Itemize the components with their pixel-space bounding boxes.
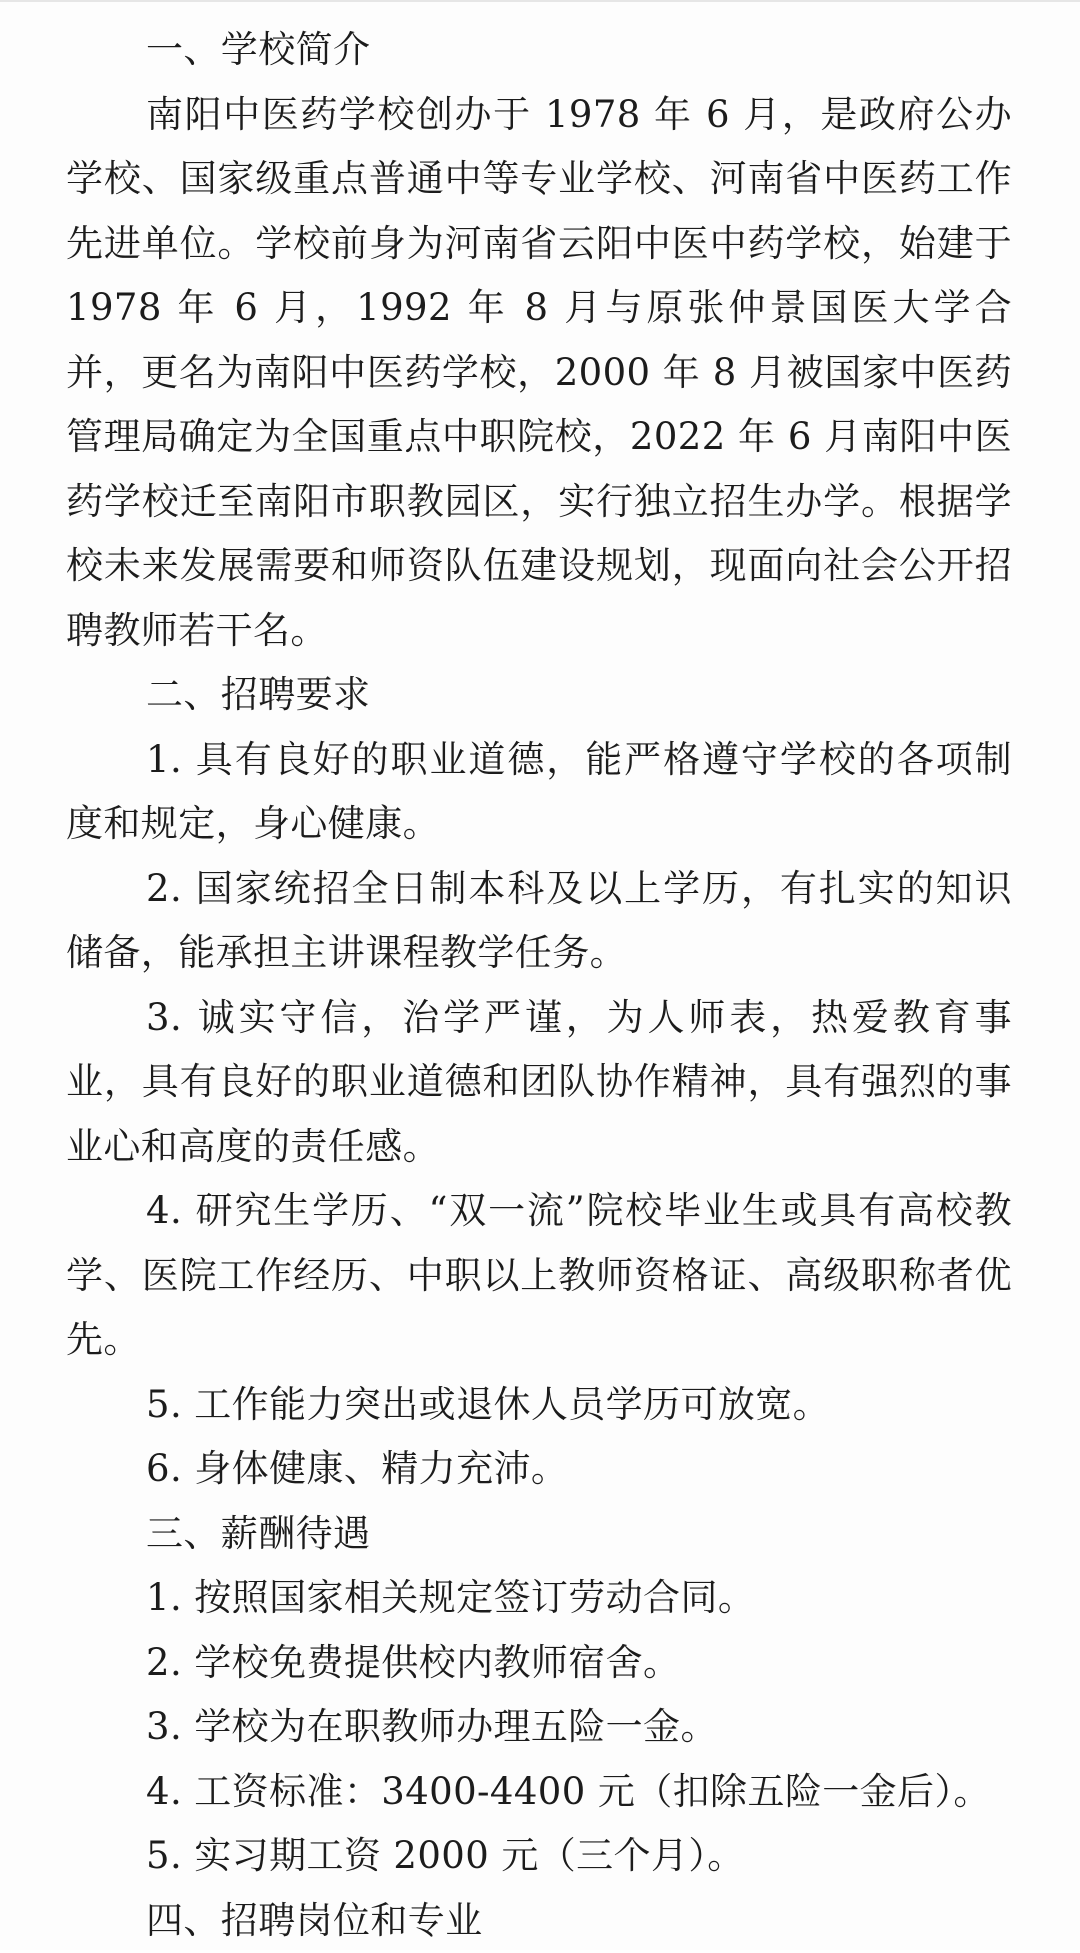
- requirement-item: 4. 研究生学历、“双一流”院校毕业生或具有高校教学、医院工作经历、中职以上教师资格证、高级职称者优先。: [66, 1179, 1012, 1373]
- intro-paragraph: 南阳中医药学校创办于 1978 年 6 月，是政府公办学校、国家级重点普通中等专业学校、河南省中医药工作先进单位。学校前身为河南省云阳中医中药学校，始建于 1978 年 6 月，1992 年 8 月与原张仲景国医大学合并，更名为南阳中医药学校，2000 年 8 月被国家中医药管理局确定为全国重点中职院校，2022 年 6 月南阳中医药学校迁至南阳市职教园区，实行独立招生办学。根据学校未来发展需要和师资队伍建设规划，现面向社会公开招聘教师若干名。: [66, 83, 1012, 664]
- benefit-item: 2. 学校免费提供校内教师宿舍。: [66, 1631, 1012, 1696]
- requirement-item: 3. 诚实守信，治学严谨，为人师表，热爱教育事业，具有良好的职业道德和团队协作精神，具有强烈的事业心和高度的责任感。: [66, 986, 1012, 1180]
- section-heading-requirements: 二、招聘要求: [66, 663, 1012, 728]
- section-heading-positions: 四、招聘岗位和专业: [66, 1889, 1012, 1953]
- section-heading-benefits: 三、薪酬待遇: [66, 1502, 1012, 1567]
- requirement-item: 5. 工作能力突出或退休人员学历可放宽。: [66, 1373, 1012, 1438]
- section-heading-intro: 一、学校简介: [66, 18, 1012, 83]
- requirement-item: 6. 身体健康、精力充沛。: [66, 1437, 1012, 1502]
- requirement-item: 2. 国家统招全日制本科及以上学历，有扎实的知识储备，能承担主讲课程教学任务。: [66, 857, 1012, 986]
- benefit-item: 1. 按照国家相关规定签订劳动合同。: [66, 1566, 1012, 1631]
- benefit-item: 3. 学校为在职教师办理五险一金。: [66, 1695, 1012, 1760]
- document-content: [66, 2, 1012, 1953]
- benefit-item: 4. 工资标准：3400-4400 元（扣除五险一金后）。: [66, 1760, 1012, 1825]
- requirement-item: 1. 具有良好的职业道德，能严格遵守学校的各项制度和规定，身心健康。: [66, 728, 1012, 857]
- benefit-item: 5. 实习期工资 2000 元（三个月）。: [66, 1824, 1012, 1889]
